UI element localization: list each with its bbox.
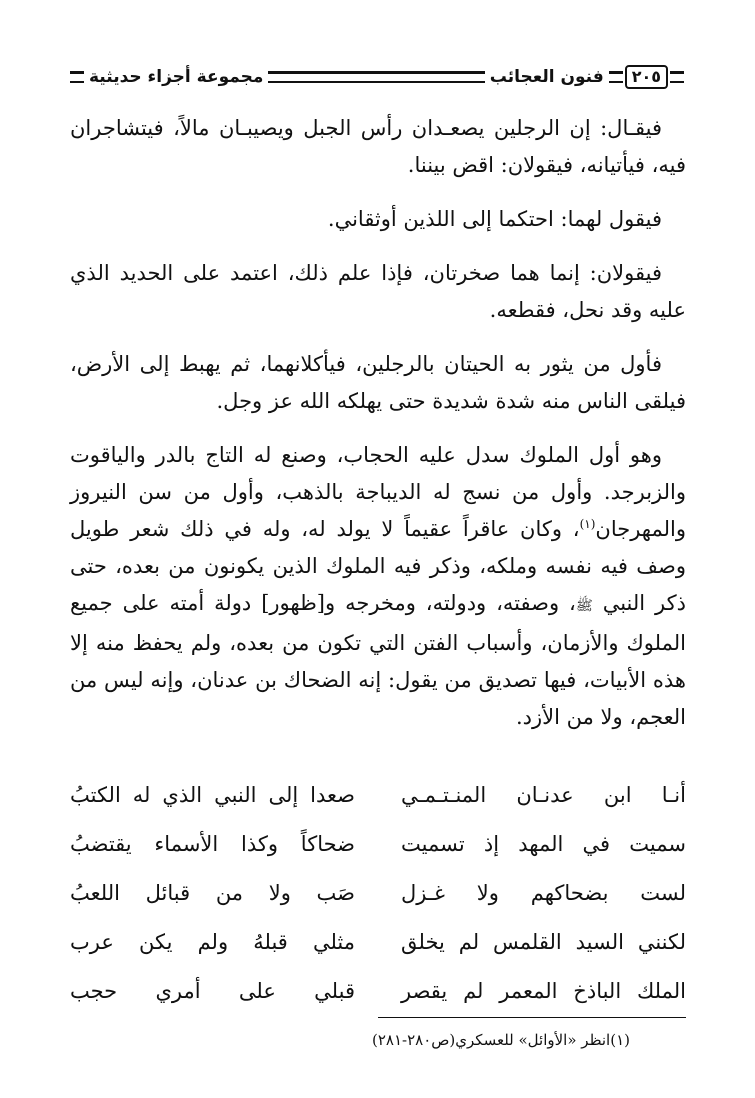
verse-first-hemistich: لست بضحاكهم ولا غـزل (401, 880, 686, 905)
verse (70, 917, 686, 966)
main-paragraph (70, 437, 686, 736)
paragraph: فأول من يثور به الحيتان بالرجلين، فيأكلانهما، ثم يهبط إلى الأرض، فيلقى الناس منه شدة شديدة حتى يهلكه الله عز وجل. (70, 352, 686, 413)
verse (70, 966, 686, 1015)
verse-second-hemistich: صعدا إلى النبي الذي له الكتبُ (70, 782, 355, 807)
header-rule (609, 71, 623, 83)
page-header (68, 64, 686, 90)
footnote-reference: (١) (579, 517, 596, 531)
footnote: (١)انظر «الأوائل» للعسكري(ص٢٨٠-٢٨١) (372, 1031, 630, 1049)
poem (70, 770, 686, 1015)
verse-second-hemistich: صَب ولا من قبائل اللعبُ (70, 880, 355, 905)
page-number: ٢٠٥ (625, 65, 668, 89)
verse (70, 868, 686, 917)
header-rule (268, 71, 484, 83)
honorific-glyph: ﷺ (575, 598, 593, 614)
main-paragraph-part: ، وكان عاقراً عقيماً لا يولد له، وله في ذلك شعر طويل وصف فيه نفسه وملكه، وذكر فيه الملوك الذين يكونون من بعده، حتى ذكر النبي (70, 517, 686, 615)
header-rule (670, 71, 684, 83)
verse-second-hemistich: مثلي قبلهُ ولم يكن عرب (70, 929, 355, 954)
paragraph: فيقولان: إنما هما صخرتان، فإذا علم ذلك، اعتمد على الحديد الذي عليه وقد نحل، فقطعه. (70, 261, 686, 322)
paragraph: فيقول لهما: احتكما إلى اللذين أوثقاني. (327, 207, 662, 231)
verse-first-hemistich: لكنني السيد القلمس لم يخلق (401, 929, 686, 954)
footnote-separator (378, 1017, 686, 1018)
main-paragraph-part: وهو أول الملوك سدل عليه الحجاب، وصنع له التاج بالدر والياقوت والزبرجد. وأول من نسج له الديباجة بالذهب، وأول من سن النيروز والمهرجان (70, 443, 686, 541)
verse-second-hemistich: ضحاكاً وكذا الأسماء يقتضبُ (70, 831, 355, 856)
header-rule (70, 71, 84, 83)
verse-first-hemistich: سميت في المهد إذ تسميت (401, 831, 686, 856)
verse-second-hemistich: قبلي على أمري حجب (70, 978, 355, 1003)
series-title: مجموعة أجزاء حديثية (89, 67, 264, 87)
book-title: فنون العجائب (489, 67, 604, 87)
verse (70, 770, 686, 819)
verse (70, 819, 686, 868)
paragraph: فيقـال: إن الرجلين يصعـدان رأس الجبل ويصيبـان مالاً، فيتشاجران فيه، فيأتيانه، فيقولان: اقض بيننا. (70, 116, 686, 177)
body-text (70, 110, 686, 753)
verse-first-hemistich: أنـا ابن عدنـان المنـتـمـي (401, 782, 686, 807)
main-paragraph-part: ، وصفته، ودولته، ومخرجه و[ظهور] دولة أمته على جميع الملوك والأزمان، وأسباب الفتن التي تكون من بعده، ولم يحفظ منه إلا هذه الأبيات، فيها تصديق من يقول: إنه الضحاك بن عدنان، وإنه ليس من العجم، ولا من الأزد. (70, 591, 686, 729)
verse-first-hemistich: الملك الباذخ المعمر لم يقصر (401, 978, 686, 1003)
